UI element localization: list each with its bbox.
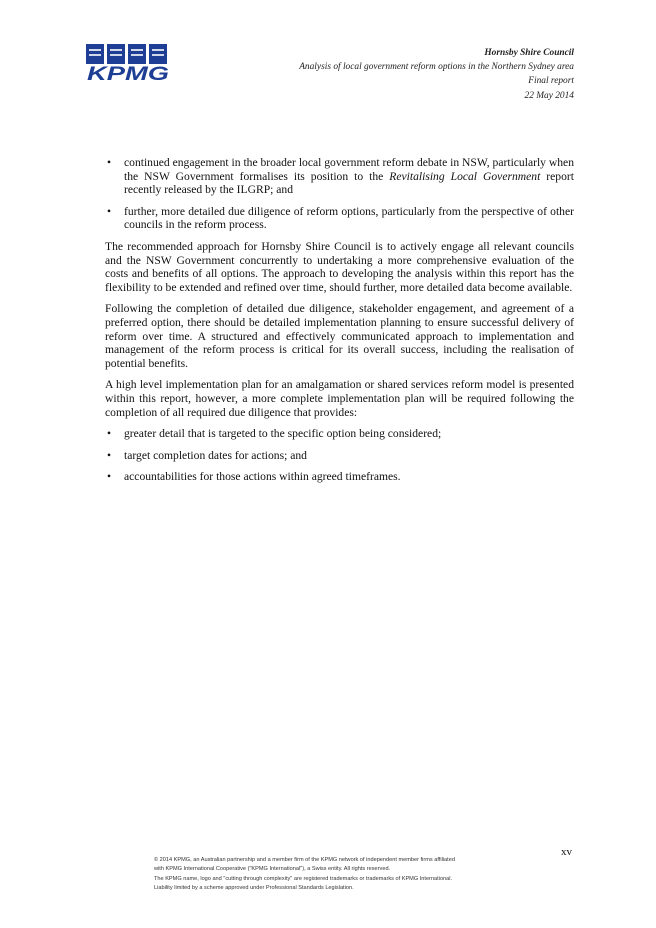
report-title-italic: Revitalising Local Government bbox=[389, 169, 541, 183]
bullet-icon: • bbox=[107, 470, 112, 484]
paragraph: A high level implementation plan for an amalgamation or shared services reform model is presented within this report, however, a more complete implementation plan will be required following the completion of all required due diligence that provides: bbox=[105, 378, 574, 419]
kpmg-logo-text: KPMG bbox=[87, 64, 170, 82]
bullet-icon: • bbox=[107, 156, 112, 169]
bullet-text: target completion dates for actions; and bbox=[124, 448, 307, 462]
bullet-icon: • bbox=[107, 427, 112, 441]
report-body bbox=[105, 156, 574, 492]
paragraph: The recommended approach for Hornsby Shire Council is to actively engage all relevant councils and the NSW Government concurrently to undertaking a more comprehensive evaluation of the costs and benefits of all options. The approach to developing the analysis within this report has the flexibility to be extended and refined over time, should further, more detailed data become available. bbox=[105, 239, 574, 294]
bullet-item bbox=[105, 205, 574, 232]
footer-line: © 2014 KPMG, an Australian partnership and a member firm of the KPMG network of independent member firms affiliated bbox=[154, 857, 455, 863]
bullet-text: further, more detailed due diligence of reform options, particularly from the perspective of other councils in the reform process. bbox=[124, 204, 574, 232]
bullet-item bbox=[105, 449, 574, 463]
header-subtitle: Analysis of local government reform options in the Northern Sydney area bbox=[299, 62, 574, 73]
footer-line: Liability limited by a scheme approved under Professional Standards Legislation. bbox=[154, 884, 354, 891]
bullet-icon: • bbox=[107, 204, 112, 218]
bullet-item bbox=[105, 156, 574, 197]
bullet-text: continued engagement in the broader local government reform debate in NSW, particularly when the NSW Government formalises its position to the Revitalising Local Government report recently released by the ILGRP; and bbox=[124, 156, 574, 197]
legal-footer bbox=[154, 856, 534, 892]
header-report-type: Final report bbox=[528, 76, 574, 87]
header-council: Hornsby Shire Council bbox=[484, 48, 574, 58]
paragraph: Following the completion of detailed due diligence, stakeholder engagement, and agreement of a preferred option, there should be detailed implementation planning to ensure successful delivery of reform over time. A structured and effectively communicated approach to implementation and management of the reform process is critical for its overall success, including the realisation of potential benefits. bbox=[105, 302, 574, 370]
kpmg-logo bbox=[86, 44, 172, 82]
header-date: 22 May 2014 bbox=[524, 90, 574, 101]
bullet-text: accountabilities for those actions within agreed timeframes. bbox=[124, 470, 401, 484]
bullet-text: greater detail that is targeted to the specific option being considered; bbox=[124, 427, 442, 441]
bullet-item bbox=[105, 470, 574, 484]
footer-line: with KPMG International Cooperative ("KPMG International"), a Swiss entity. All rights reserved. bbox=[154, 865, 391, 872]
page-number: xv bbox=[561, 846, 572, 858]
bullet-icon: • bbox=[107, 448, 112, 462]
document-header bbox=[299, 46, 574, 103]
footer-line: The KPMG name, logo and "cutting through complexity" are registered trademarks or trademarks of KPMG International. bbox=[154, 876, 453, 883]
bullet-item bbox=[105, 427, 574, 441]
